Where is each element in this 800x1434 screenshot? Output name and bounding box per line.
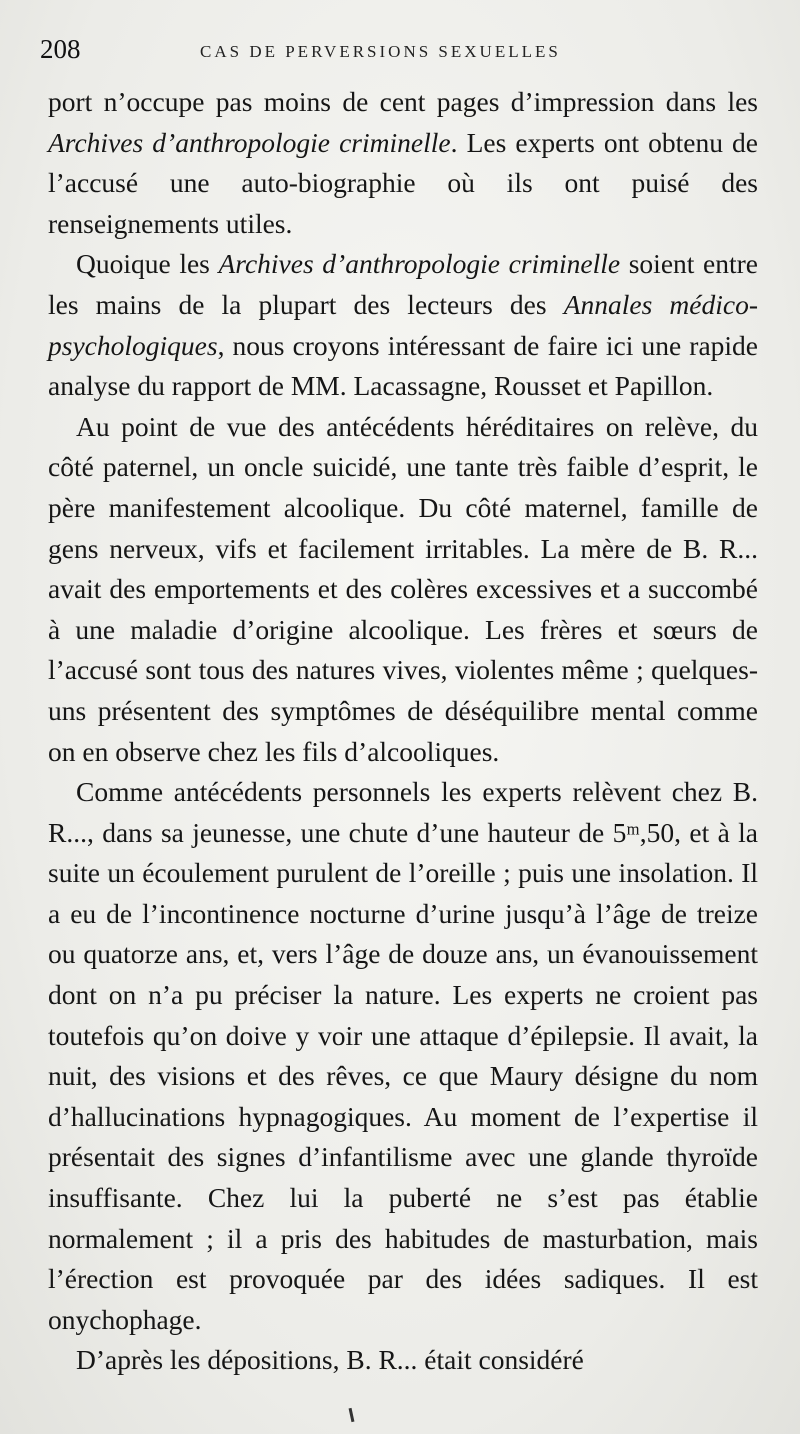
page-number: 208 — [40, 34, 81, 64]
paragraph-5: D’après les dépositions, B. R... était considéré — [76, 1344, 584, 1376]
ink-mark — [349, 1408, 355, 1422]
paragraph-2 — [48, 244, 758, 406]
paragraph-3: Au point de vue des antécédents héréditaires on relève, du côté paternel, un oncle suicidé, une tante très faible d’esprit, le père manifestement alcoolique. Du côté maternel, famille de gens nerveux, vifs et facilement irritables. La mère de B. R... avait des emportements et des colères excessives et a succombé à une maladie d’origine alcoolique. Les frères et sœurs de l’accusé sont tous des natures vives, violentes même ; quelques-uns présentent des symptômes de déséquilibre mental comme on en observe chez les fils d’alcooliques. — [48, 410, 758, 767]
page-header — [40, 30, 760, 70]
paragraph-1 — [48, 82, 758, 244]
paragraph-1-text-a: port n’occupe pas moins de cent pages d’impression dans les — [48, 86, 758, 117]
paragraph-1-text-c: . Les experts ont obtenu de l’accusé une auto-biographie où ils ont puisé des renseignements utiles. — [48, 126, 758, 239]
paragraph-2-text-e: , nous croyons intéressant de faire ici une rapide analyse du rapport de MM. Lacassagne, Rousset et Papillon. — [48, 329, 758, 402]
running-head: CAS DE PERVERSIONS SEXUELLES — [200, 42, 561, 61]
paragraph-4: Comme antécédents personnels les experts relèvent chez B. R..., dans sa jeunesse, une chute d’une hauteur de 5ᵐ,50, et à la suite un écoulement purulent de l’oreille ; puis une insolation. Il a eu de l’incontinence nocturne d’urine jusqu’à l’âge de treize ou quatorze ans, et, vers l’âge de douze ans, un évanouissement dont on n’a pu préciser la nature. Les experts ne croient pas toutefois qu’on doive y voir une attaque d’épilepsie. Il avait, la nuit, des visions et des rêves, ce que Maury désigne du nom d’hallucinations hypnagogiques. Au moment de l’expertise il présentait des signes d’infantilisme avec une glande thyroïde insuffisante. Chez lui la puberté ne s’est pas établie normalement ; il a pris des habitudes de masturbation, mais l’érection est provoquée par des idées sadiques. Il est onychophage. — [48, 776, 758, 1335]
body-text — [48, 82, 758, 1381]
journal-title-archives: Archives d’anthropologie criminelle — [48, 126, 451, 158]
paragraph-2-text-c: soient entre les mains de la plupart des lecteurs des — [48, 248, 758, 320]
journal-title-annales: Annales médico-psychologiques — [48, 288, 758, 361]
journal-title-archives-2: Archives d’anthropologie criminelle — [218, 248, 621, 280]
paragraph-2-text-a: Quoique les — [76, 248, 219, 280]
